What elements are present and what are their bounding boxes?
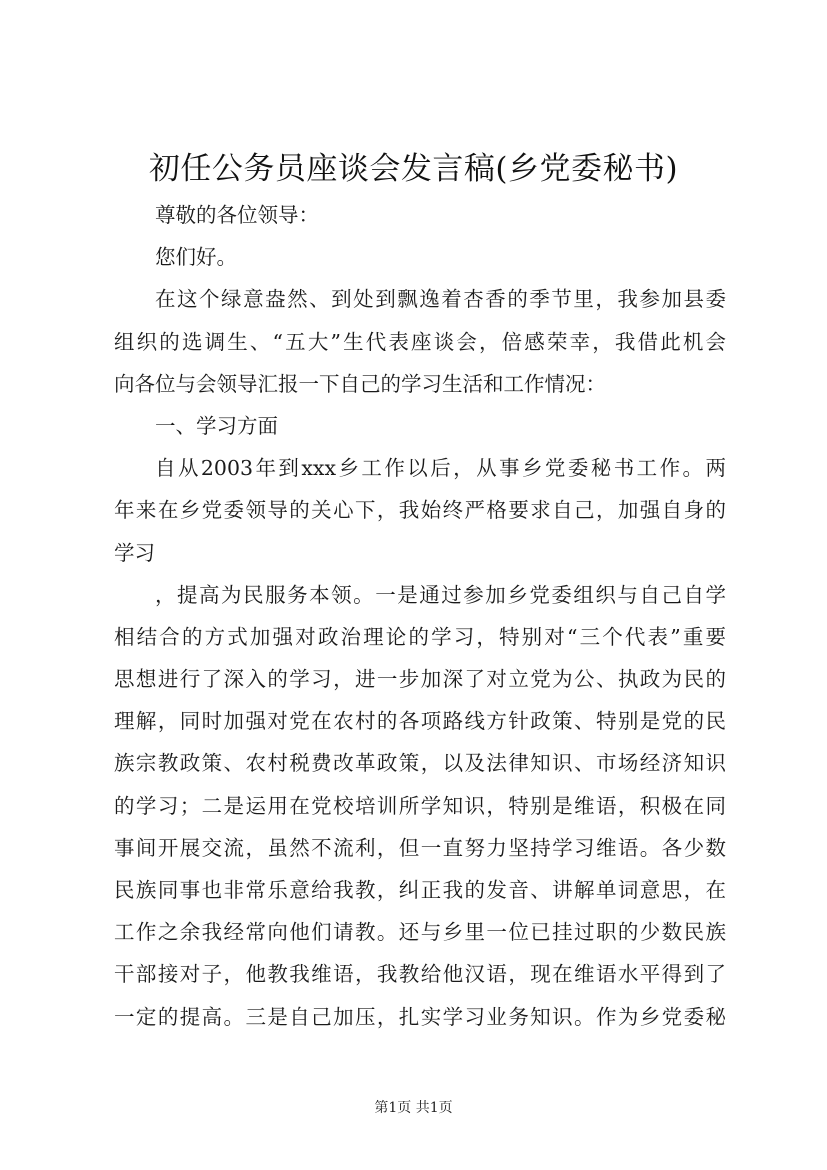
text-line: 工作之余我经常向他们请教。还与乡里一位已挂过职的少数民族 (114, 920, 726, 945)
text-line: 自从2003年到xxx乡工作以后，从事乡党委秘书工作。两 (155, 456, 726, 481)
text-line: 一、学习方面 (155, 413, 278, 438)
text-line: 干部接对子，他教我维语，我教给他汉语，现在维语水平得到了 (114, 962, 726, 987)
document-body (114, 194, 726, 1038)
text-line: 理解，同时加强对党在农村的各项路线方针政策、特别是党的民 (114, 709, 726, 734)
text-line: 相结合的方式加强对政治理论的学习，特别对“三个代表”重要 (114, 624, 726, 649)
text-line: 在这个绿意盎然、到处到飘逸着杏香的季节里，我参加县委 (155, 287, 726, 312)
text-line: 学习 (114, 540, 155, 565)
text-line: 思想进行了深入的学习，进一步加深了对立党为公、执政为民的 (114, 667, 726, 692)
page-footer: 第1页 共1页 (374, 1100, 453, 1116)
text-line: 年来在乡党委领导的关心下，我始终严格要求自己，加强自身的 (114, 498, 726, 523)
text-line: 族宗教政策、农村税费改革政策，以及法律知识、市场经济知识 (114, 751, 726, 776)
document-title: 初任公务员座谈会发言稿(乡党委秘书) (148, 151, 679, 187)
text-line: 尊敬的各位领导： (155, 203, 319, 227)
text-line: 您们好。 (155, 245, 237, 270)
text-line: 向各位与会领导汇报一下自己的学习生活和工作情况： (114, 371, 606, 396)
text-line: ，提高为民服务本领。一是通过参加乡党委组织与自己自学 (155, 582, 726, 607)
text-line: 一定的提高。三是自己加压，扎实学习业务知识。作为乡党委秘 (114, 1004, 726, 1029)
text-line: 民族同事也非常乐意给我教，纠正我的发音、讲解单词意思，在 (114, 878, 726, 902)
text-line: 组织的选调生、“五大”生代表座谈会，倍感荣幸，我借此机会 (114, 329, 726, 354)
text-line: 事间开展交流，虽然不流利，但一直努力坚持学习维语。各少数 (114, 835, 726, 860)
text-line: 的学习；二是运用在党校培训所学知识，特别是维语，积极在同 (114, 793, 726, 818)
